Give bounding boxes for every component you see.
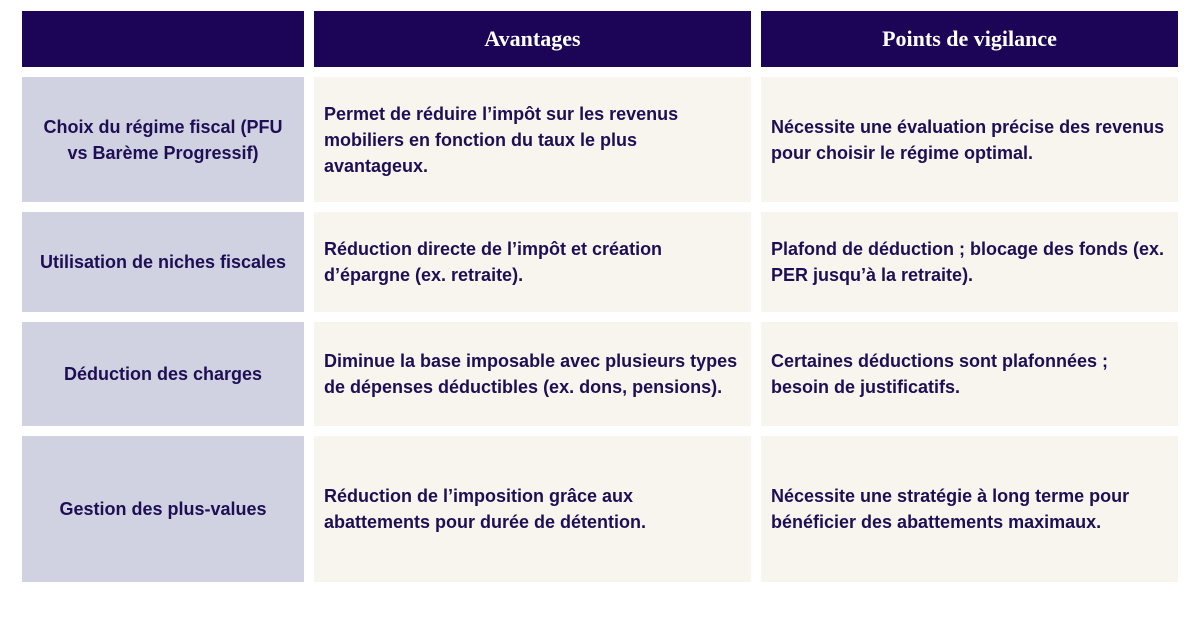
vigilance-text: Plafond de déduction ; blocage des fonds (ex. PER jusqu’à la retraite). xyxy=(771,239,1165,285)
advantages-cell-deduction-charges xyxy=(314,322,751,426)
vigilance-cell-plus-values xyxy=(761,436,1178,582)
row-label-deduction-charges xyxy=(22,322,304,426)
row-label-plus-values xyxy=(22,436,304,582)
row-label-text: Gestion des plus-values xyxy=(59,499,267,519)
header-advantages: Avantages xyxy=(314,11,751,67)
vigilance-cell-regime-fiscal xyxy=(761,77,1178,202)
comparison-table xyxy=(22,11,1178,582)
advantages-cell-regime-fiscal xyxy=(314,77,751,202)
advantages-cell-plus-values xyxy=(314,436,751,582)
advantages-text: Réduction de l’imposition grâce aux abattements pour durée de détention. xyxy=(324,486,647,532)
header-vigilance: Points de vigilance xyxy=(761,11,1178,67)
advantages-text: Réduction directe de l’impôt et création d’épargne (ex. retraite). xyxy=(324,239,663,285)
vigilance-text: Nécessite une évaluation précise des revenus pour choisir le régime optimal. xyxy=(771,116,1165,163)
vigilance-cell-deduction-charges xyxy=(761,322,1178,426)
vigilance-cell-niches-fiscales xyxy=(761,212,1178,312)
vigilance-text: Certaines déductions sont plafonnées ; besoin de justificatifs. xyxy=(771,351,1109,397)
row-label-text: Choix du régime fiscal (PFU vs Barème Progressif) xyxy=(43,116,283,163)
advantages-text: Diminue la base imposable avec plusieurs types de dépenses déductibles (ex. dons, pensions). xyxy=(324,351,738,397)
advantages-cell-niches-fiscales xyxy=(314,212,751,312)
row-label-niches-fiscales xyxy=(22,212,304,312)
vigilance-text: Nécessite une stratégie à long terme pour bénéficier des abattements maximaux. xyxy=(771,486,1130,532)
advantages-text: Permet de réduire l’impôt sur les revenus mobiliers en fonction du taux le plus avantageux. xyxy=(324,103,679,176)
row-label-regime-fiscal xyxy=(22,77,304,202)
header-corner-cell xyxy=(22,11,304,67)
row-label-text: Utilisation de niches fiscales xyxy=(39,252,287,272)
row-label-text: Déduction des charges xyxy=(63,364,263,384)
